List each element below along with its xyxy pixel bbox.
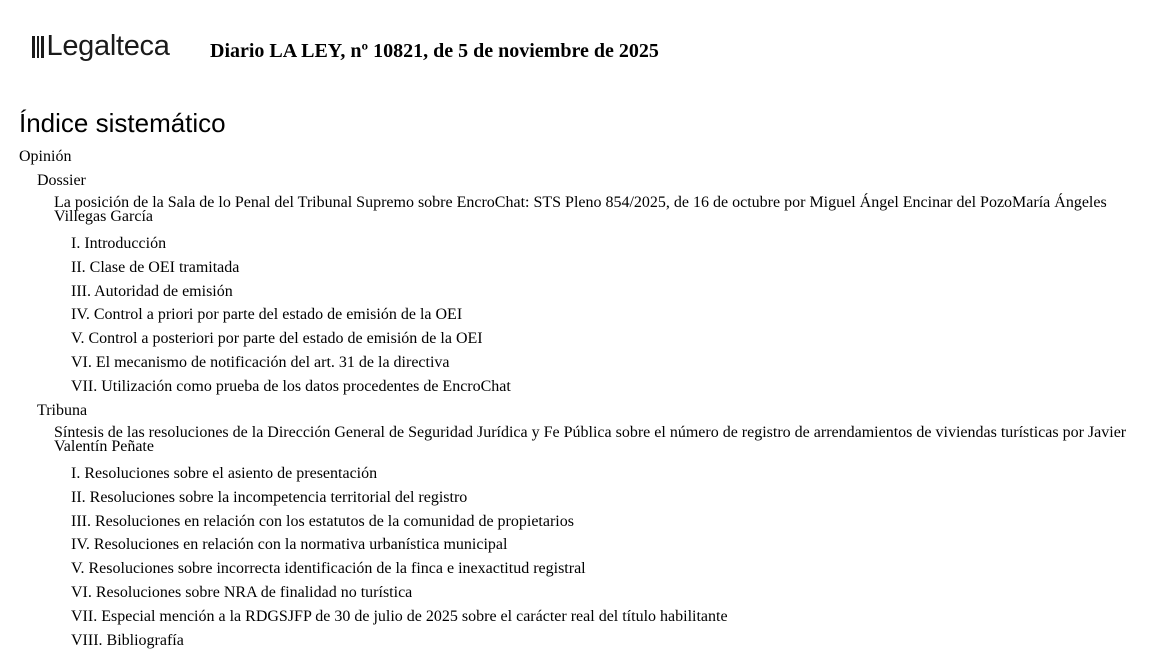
toc-group-dossier[interactable]: Dossier xyxy=(37,172,86,189)
header xyxy=(32,30,170,63)
page-title: Índice sistemático xyxy=(19,108,226,138)
toc-section-opinion[interactable]: Opinión xyxy=(19,148,72,165)
toc-item[interactable]: VII. Especial mención a la RDGSJFP de 30 de julio de 2025 sobre el carácter real del título habilitante xyxy=(71,608,728,625)
toc-item[interactable]: V. Resoluciones sobre incorrecta identificación de la finca e inexactitud registral xyxy=(71,560,586,577)
toc-article-tribuna[interactable]: Síntesis de las resoluciones de la Dirección General de Seguridad Jurídica y Fe Pública sobre el número de registro de arrendamientos de viviendas turísticas por Javier Valentín Peñate xyxy=(54,424,1127,455)
journal-title: Diario LA LEY, nº 10821, de 5 de noviembre de 2025 xyxy=(210,40,659,62)
toc-item[interactable]: VII. Utilización como prueba de los datos procedentes de EncroChat xyxy=(71,378,511,395)
toc-item[interactable]: VIII. Bibliografía xyxy=(71,632,184,649)
toc-group-tribuna[interactable]: Tribuna xyxy=(37,402,88,419)
toc-item[interactable]: VI. El mecanismo de notificación del art. 31 de la directiva xyxy=(71,354,450,371)
legalteca-logo[interactable] xyxy=(32,30,170,63)
toc-item[interactable]: III. Autoridad de emisión xyxy=(71,283,233,300)
toc-item[interactable]: I. Introducción xyxy=(71,235,167,252)
toc-item[interactable]: IV. Resoluciones en relación con la normativa urbanística municipal xyxy=(71,536,508,553)
logo-bars-icon xyxy=(32,36,44,58)
toc-item[interactable]: IV. Control a priori por parte del estado de emisión de la OEI xyxy=(71,306,463,323)
logo-text: Legalteca xyxy=(46,30,170,62)
toc-item[interactable]: II. Resoluciones sobre la incompetencia territorial del registro xyxy=(71,489,468,506)
toc-article-dossier[interactable]: La posición de la Sala de lo Penal del Tribunal Supremo sobre EncroChat: STS Pleno 854/2025, de 16 de octubre por Miguel Ángel Encinar del PozoMaría Ángeles Villegas García xyxy=(54,194,1107,225)
toc-item[interactable]: III. Resoluciones en relación con los estatutos de la comunidad de propietarios xyxy=(71,513,574,530)
toc-item[interactable]: II. Clase de OEI tramitada xyxy=(71,259,240,276)
toc-item[interactable]: VI. Resoluciones sobre NRA de finalidad no turística xyxy=(71,584,413,601)
toc-item[interactable]: V. Control a posteriori por parte del estado de emisión de la OEI xyxy=(71,330,483,347)
toc-item[interactable]: I. Resoluciones sobre el asiento de presentación xyxy=(71,465,378,482)
